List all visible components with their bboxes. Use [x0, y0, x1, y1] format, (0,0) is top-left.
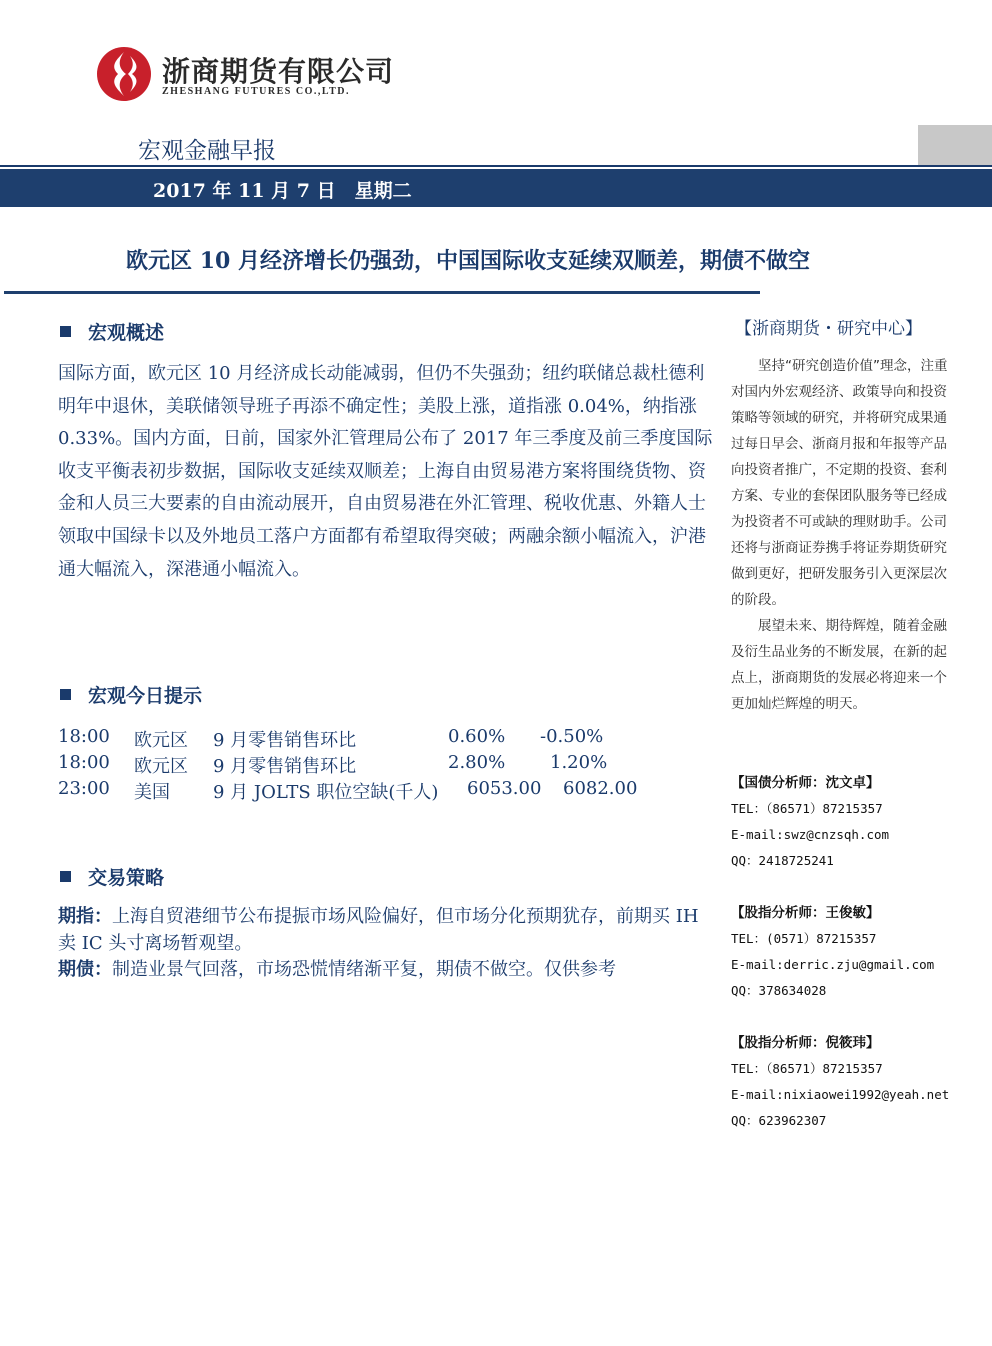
section-heading-overview [60, 318, 164, 345]
strategy-item [58, 957, 714, 984]
analyst-name: 【股指分析师：倪筱玮】 [731, 1035, 880, 1051]
report-title: 宏观金融早报 [138, 138, 276, 164]
section-title: 交易策略 [88, 867, 165, 889]
calendar-expected: 1.20% [550, 752, 608, 773]
report-date: 2017 年 11 月 7 日 星期二 [153, 180, 412, 202]
calendar-region: 欧元区 [134, 756, 188, 777]
sidebar-paragraph: 展望未来、期待辉煌，随着金融及衍生品业务的不断发展，在新的起点上，浙商期货的发展必将迎来一个更加灿烂辉煌的明天。 [731, 618, 947, 712]
calendar-event: 9 月零售销售环比 [213, 756, 357, 777]
calendar-row [58, 752, 718, 778]
company-name: 浙商期货有限公司 [162, 55, 395, 88]
analyst-qq: QQ：623962307 [731, 1113, 827, 1128]
square-bullet-icon [60, 871, 71, 882]
calendar-expected: 6082.00 [563, 778, 638, 799]
analyst-qq: QQ：378634028 [731, 983, 827, 998]
calendar-previous: 0.60% [448, 726, 506, 747]
sidebar-intro [731, 353, 959, 717]
calendar-row [58, 726, 718, 752]
calendar-region: 欧元区 [134, 730, 188, 751]
date-bar [0, 169, 992, 207]
calendar-event: 9 月零售销售环比 [213, 730, 357, 751]
analyst-card [731, 900, 934, 1004]
calendar-event: 9 月 JOLTS 职位空缺(千人) [213, 782, 439, 803]
analyst-tel: TEL：(0571）87215357 [731, 931, 877, 946]
strategy-block [58, 904, 714, 984]
strategy-item [58, 904, 714, 957]
analyst-tel: TEL：（86571）87215357 [731, 801, 883, 816]
analyst-card [731, 770, 889, 874]
analyst-email: E-mail:swz@cnzsqh.com [731, 827, 890, 842]
sidebar-title: 【浙商期货・研究中心】 [735, 319, 922, 339]
square-bullet-icon [60, 326, 71, 337]
strategy-text: 上海自贸港细节公布提振市场风险偏好，但市场分化预期犹存，前期买 IH 卖 IC 头寸离场暂观望。 [58, 906, 699, 954]
calendar-expected: -0.50% [540, 726, 604, 747]
strategy-label: 期债： [58, 959, 112, 980]
analyst-qq: QQ：2418725241 [731, 853, 834, 868]
calendar-time: 23:00 [58, 778, 110, 799]
calendar-time: 18:00 [58, 752, 110, 773]
company-name-en: ZHESHANG FUTURES CO.,LTD. [162, 86, 350, 97]
sidebar-paragraph: 坚持“研究创造价值”理念，注重对国内外宏观经济、政策导向和投资策略等领域的研究，并将研究成果通过每日早会、浙商月报和年报等产品向投资者推广，不定期的投资、套利方案、专业的套保团队服务等已经成为投资者不可或缺的理财助手。公司还将与浙商证券携手将证券期货研究做到更好，把研发服务引入更深层次的阶段。 [731, 358, 948, 608]
section-heading-today [60, 681, 202, 708]
strategy-label: 期指： [58, 906, 112, 927]
section-title: 宏观概述 [88, 322, 165, 344]
zheshang-logo-icon [96, 46, 152, 102]
calendar-region: 美国 [134, 782, 170, 803]
analyst-card [731, 1030, 949, 1134]
headline: 欧元区 10 月经济增长仍强劲，中国国际收支延续双顺差，期债不做空 [126, 248, 810, 274]
analyst-email: E-mail:nixiaowei1992@yeah.net [731, 1087, 950, 1102]
section-heading-strategy [60, 863, 164, 890]
analyst-tel: TEL：（86571）87215357 [731, 1061, 883, 1076]
headline-divider [4, 291, 760, 294]
analyst-name: 【股指分析师：王俊敏】 [731, 905, 880, 921]
section-title: 宏观今日提示 [88, 685, 203, 707]
square-bullet-icon [60, 689, 71, 700]
strategy-text: 制造业景气回落，市场恐慌情绪渐平复，期债不做空。仅供参考 [112, 959, 616, 980]
calendar-row [58, 778, 718, 804]
analyst-name: 【国债分析师：沈文卓】 [731, 775, 880, 791]
calendar-time: 18:00 [58, 726, 110, 747]
overview-paragraph: 国际方面，欧元区 10 月经济成长动能减弱，但仍不失强劲；纽约联储总裁杜德利明年中退休，美联储领导班子再添不确定性；美股上涨，道指涨 0.04%，纳指涨 0.33%。国内方面，日前，国家外汇管理局公布了 2017 年三季度及前三季度国际收支平衡表初步数据，国际收支延续双顺差；上海自由贸易港方案将围绕货物、资金和人员三大要素的自由流动展开，自由贸易港在外汇管理、税收优惠、外籍人士领取中国绿卡以及外地员工落户方面都有希望取得突破；两融余额小幅流入，沪港通大幅流入，深港通小幅流入。 [58, 363, 713, 580]
calendar-previous: 6053.00 [467, 778, 542, 799]
header-divider [0, 165, 992, 167]
analyst-email: E-mail:derric.zju@gmail.com [731, 957, 935, 972]
header-grey-block [918, 125, 992, 165]
calendar-previous: 2.80% [448, 752, 506, 773]
